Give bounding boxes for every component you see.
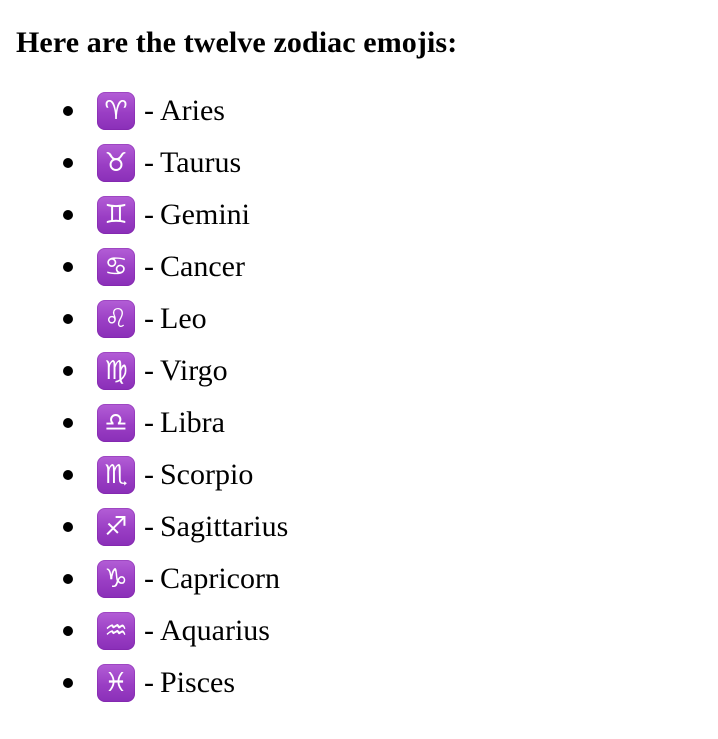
zodiac-glyph: ♉ (104, 148, 128, 178)
zodiac-glyph: ♑ (104, 564, 128, 594)
bullet-icon (63, 626, 73, 636)
list-item (63, 137, 702, 189)
bullet-icon (63, 366, 73, 376)
zodiac-glyph: ♐ (104, 512, 128, 542)
bullet-icon (63, 314, 73, 324)
zodiac-glyph: ♎ (104, 408, 128, 438)
separator: - (144, 302, 154, 335)
list-item (63, 397, 702, 449)
zodiac-name: Taurus (160, 146, 242, 179)
separator: - (144, 458, 154, 491)
list-item (63, 293, 702, 345)
taurus-icon (97, 144, 135, 182)
page-heading: Here are the twelve zodiac emojis: (16, 26, 458, 59)
bullet-icon (63, 210, 73, 220)
bullet-icon (63, 574, 73, 584)
bullet-icon (63, 522, 73, 532)
bullet-icon (63, 158, 73, 168)
zodiac-list (16, 85, 702, 709)
cancer-icon (97, 248, 135, 286)
list-item (63, 449, 702, 501)
bullet-icon (63, 470, 73, 480)
leo-icon (97, 300, 135, 338)
gemini-icon (97, 196, 135, 234)
bullet-icon (63, 678, 73, 688)
bullet-icon (63, 262, 73, 272)
list-item (63, 345, 702, 397)
scorpio-icon (97, 456, 135, 494)
zodiac-name: Aquarius (160, 614, 270, 647)
separator: - (144, 354, 154, 387)
zodiac-name: Pisces (160, 666, 235, 699)
separator: - (144, 94, 154, 127)
zodiac-name: Cancer (160, 250, 245, 283)
list-item (63, 241, 702, 293)
zodiac-glyph: ♓ (104, 668, 128, 698)
zodiac-glyph: ♊ (104, 200, 128, 230)
zodiac-name: Leo (160, 302, 207, 335)
zodiac-glyph: ♌ (104, 304, 128, 334)
zodiac-name: Virgo (160, 354, 228, 387)
separator: - (144, 406, 154, 439)
zodiac-name: Libra (160, 406, 225, 439)
zodiac-name: Sagittarius (160, 510, 289, 543)
separator: - (144, 562, 154, 595)
list-item (63, 501, 702, 553)
pisces-icon (97, 664, 135, 702)
zodiac-glyph: ♋ (104, 252, 128, 282)
separator: - (144, 250, 154, 283)
list-item (63, 85, 702, 137)
aquarius-icon (97, 612, 135, 650)
zodiac-name: Aries (160, 94, 225, 127)
sagittarius-icon (97, 508, 135, 546)
separator: - (144, 510, 154, 543)
aries-icon (97, 92, 135, 130)
zodiac-glyph: ♒ (104, 616, 128, 646)
bullet-icon (63, 106, 73, 116)
zodiac-name: Scorpio (160, 458, 254, 491)
list-item (63, 553, 702, 605)
separator: - (144, 146, 154, 179)
virgo-icon (97, 352, 135, 390)
capricorn-icon (97, 560, 135, 598)
bullet-icon (63, 418, 73, 428)
zodiac-glyph: ♈ (104, 96, 128, 126)
list-item (63, 605, 702, 657)
list-item (63, 189, 702, 241)
libra-icon (97, 404, 135, 442)
separator: - (144, 614, 154, 647)
zodiac-name: Gemini (160, 198, 250, 231)
zodiac-glyph: ♍ (104, 356, 128, 386)
zodiac-name: Capricorn (160, 562, 280, 595)
list-item (63, 657, 702, 709)
separator: - (144, 198, 154, 231)
separator: - (144, 666, 154, 699)
zodiac-glyph: ♏ (104, 460, 128, 490)
